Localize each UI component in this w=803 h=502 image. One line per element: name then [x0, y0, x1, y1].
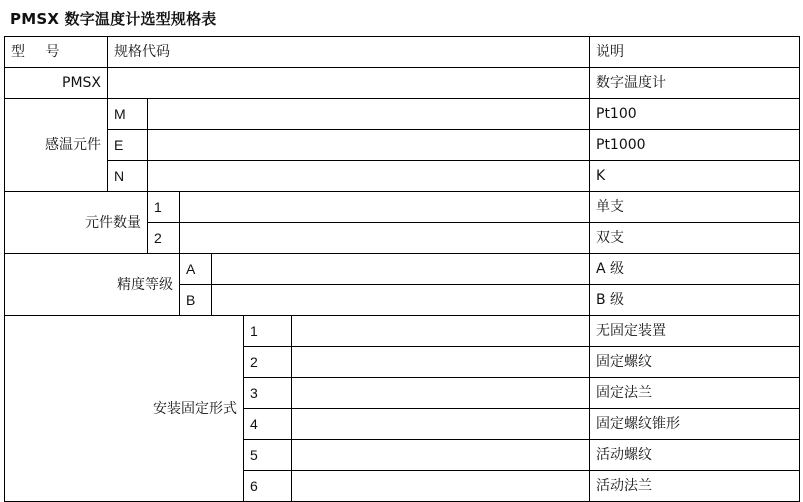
count-label: 元件数量: [5, 192, 148, 254]
sensor-row: [5, 130, 800, 161]
mounting-code: 5: [244, 440, 292, 471]
mounting-code: 2: [244, 347, 292, 378]
base-row: [5, 68, 800, 99]
mounting-description: 固定螺纹锥形: [590, 409, 800, 440]
count-description: 双支: [590, 223, 800, 254]
mounting-blank: [292, 347, 590, 378]
mounting-code: 4: [244, 409, 292, 440]
header-description: 说明: [590, 37, 800, 68]
sensor-blank: [148, 130, 590, 161]
header-row: [5, 37, 800, 68]
accuracy-row: [5, 254, 800, 285]
mounting-code: 1: [244, 316, 292, 347]
accuracy-blank: [212, 254, 590, 285]
header-code: 规格代码: [108, 37, 590, 68]
mounting-description: 活动螺纹: [590, 440, 800, 471]
mounting-code: 6: [244, 471, 292, 502]
sensor-code: N: [108, 161, 148, 192]
accuracy-description: A 级: [590, 254, 800, 285]
sensor-label: 感温元件: [5, 99, 108, 192]
mounting-label: 安装固定形式: [5, 316, 244, 502]
sensor-code: E: [108, 130, 148, 161]
base-model: PMSX: [5, 68, 108, 99]
mounting-blank: [292, 409, 590, 440]
sensor-description: Pt100: [590, 99, 800, 130]
spec-table: [4, 36, 800, 502]
count-description: 单支: [590, 192, 800, 223]
sensor-description: K: [590, 161, 800, 192]
mounting-description: 固定法兰: [590, 378, 800, 409]
accuracy-code: A: [180, 254, 212, 285]
sensor-row: [5, 161, 800, 192]
count-row: [5, 192, 800, 223]
accuracy-code: B: [180, 285, 212, 316]
count-blank: [180, 223, 590, 254]
mounting-description: 活动法兰: [590, 471, 800, 502]
mounting-blank: [292, 378, 590, 409]
mounting-row: [5, 316, 800, 347]
accuracy-description: B 级: [590, 285, 800, 316]
accuracy-blank: [212, 285, 590, 316]
mounting-description: 固定螺纹: [590, 347, 800, 378]
accuracy-label: 精度等级: [5, 254, 180, 316]
mounting-blank: [292, 316, 590, 347]
count-code: 2: [148, 223, 180, 254]
mounting-blank: [292, 471, 590, 502]
mounting-blank: [292, 440, 590, 471]
sensor-blank: [148, 99, 590, 130]
sensor-row: [5, 99, 800, 130]
base-description: 数字温度计: [590, 68, 800, 99]
sensor-blank: [148, 161, 590, 192]
mounting-description: 无固定装置: [590, 316, 800, 347]
document-title: PMSX 数字温度计选型规格表: [10, 10, 217, 28]
count-blank: [180, 192, 590, 223]
base-code-blank: [108, 68, 590, 99]
sensor-code: M: [108, 99, 148, 130]
sensor-description: Pt1000: [590, 130, 800, 161]
header-model: 型 号: [5, 37, 108, 68]
mounting-code: 3: [244, 378, 292, 409]
count-code: 1: [148, 192, 180, 223]
